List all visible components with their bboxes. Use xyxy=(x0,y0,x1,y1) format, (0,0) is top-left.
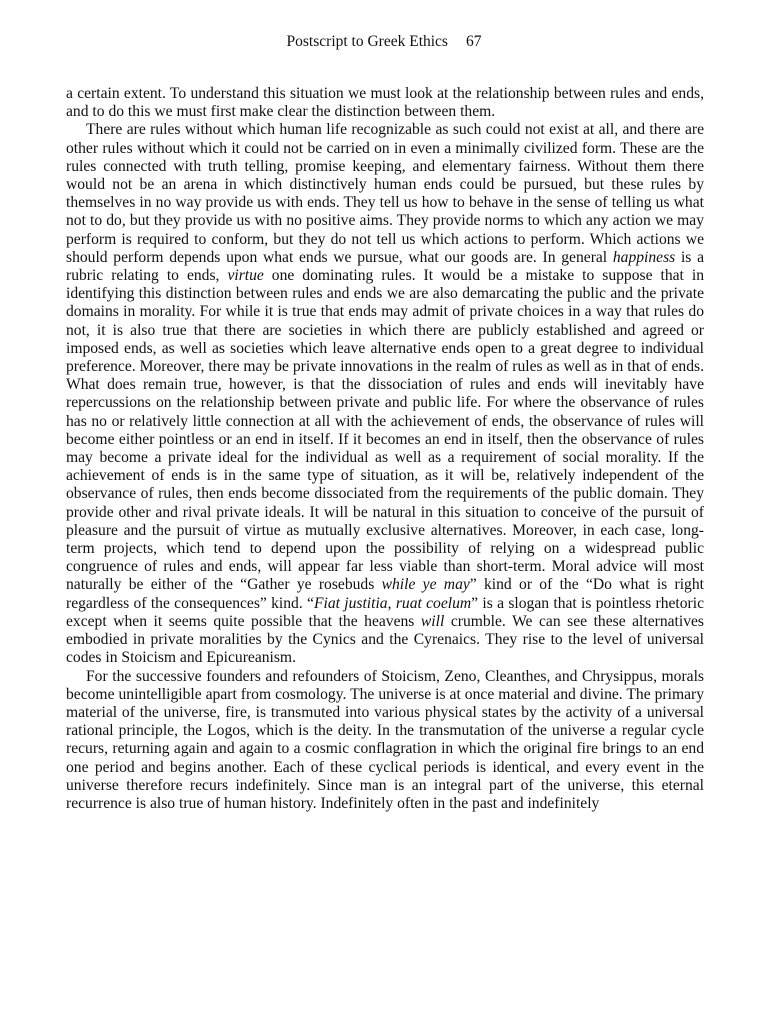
body-paragraph xyxy=(66,85,704,121)
running-head xyxy=(0,32,768,52)
text-run: is a rubric relating to ends, xyxy=(66,248,704,285)
text-run: ” is a slogan that is pointless rhetoric except when it seems quite possible that the heavens xyxy=(66,594,704,630)
text-run: For the successive founders and refounders of Stoicism, Zeno, Cleanthes, and Chrysippus, morals become unintelligible apart from cosmology. The universe is at once material and divine. The primary material of the universe, fire, is transmuted into various physical states by the activity of a universal rational principle, the Logos, which is the deity. In the transmutation of the universe a regular cycle recurs, returning again and again to a cosmic conflagration in which the original fire brings to an end one period and begins another. Each of these cyclical periods is identical, and every event in the universe therefore recurs indefinitely. Since man is an integral part of the universe, this eternal recurrence is also true of human history. Indefinitely often in the past and indefinitely xyxy=(66,667,704,812)
text-run: a certain extent. To understand this situation we must look at the relationship between rules and ends, and to do this we must first make clear the distinction between them. xyxy=(66,85,704,121)
body-paragraph xyxy=(66,121,704,667)
page-number: 67 xyxy=(465,33,482,50)
italic-text: ruat coelum xyxy=(395,594,472,612)
italic-text: will xyxy=(420,612,445,630)
italic-text: Fiat justitia xyxy=(313,594,388,612)
text-run: crumble. We can see these alternatives embodied in private moralities by the Cynics and the Cyrenaics. They rise to the level of universal codes in Stoicism and Epicureanism. xyxy=(66,612,705,667)
italic-text: happiness xyxy=(612,248,676,266)
text-run: ” kind or of the “Do what is right regardless of the consequences” kind. “ xyxy=(66,576,704,612)
text-run: one dominating rules. It would be a mistake to suppose that in identifying this distinction between rules and ends we are also demarcating the public and the private domains in morality. For while it is true that ends may admit of private choices in a way that rules do not, it is also true that there are societies in which there are publicly established and agreed or imposed ends, as well as societies which leave alternative ends open to a great degree to individual preference. Moreover, there may be private innovations in the realm of rules as well as in that of ends. What does remain true, however, is that the dissociation of rules and ends will inevitably have repercussions on the relationship between private and public life. For where the observance of rules has no or relatively little connection at all with the achievement of ends, the observance of rules will become either pointless or an end in itself. If it becomes an end in itself, then the observance of rules may become a private ideal for the individual as well as a requirement of social morality. If the achievement of ends is in the same type of situation, as it will be, relatively independent of the observance of rules, then ends become dissociated from the requirements of the public domain. They provide other and rival private ideals. It will be natural in this situation to conceive of the pursuit of pleasure and the pursuit of virtue as mutually exclusive alternatives. Moreover, in each case, long-term projects, which tend to depend upon the possibility of relying on a widespread public congruence of rules and ends, will appear far less viable than short-term. Moral advice will most naturally be either of the “Gather ye rosebuds xyxy=(66,267,704,594)
text-run: , xyxy=(387,594,396,612)
italic-text: virtue xyxy=(227,267,264,285)
text-run: There are rules without which human life recognizable as such could not exist at all, and there are other rules without which it could not be carried on in even a minimally civilized form. These are the rules connected with truth telling, promise keeping, and elementary fairness. Without them there would not be an arena in which distinctively human ends could be pursued, but these rules by themselves in no way provide us with ends. They tell us how to behave in the sense of telling us what not to do, but they provide us with no positive aims. They provide norms to which any action we may perform is required to conform, but they do not tell us which actions to perform. Which actions we should perform depends upon what ends we pursue, what our goods are. In general xyxy=(66,121,704,266)
italic-text: while ye may xyxy=(381,576,470,594)
running-title: Postscript to Greek Ethics xyxy=(286,33,448,50)
page-body xyxy=(66,85,704,813)
body-paragraph xyxy=(66,668,704,814)
